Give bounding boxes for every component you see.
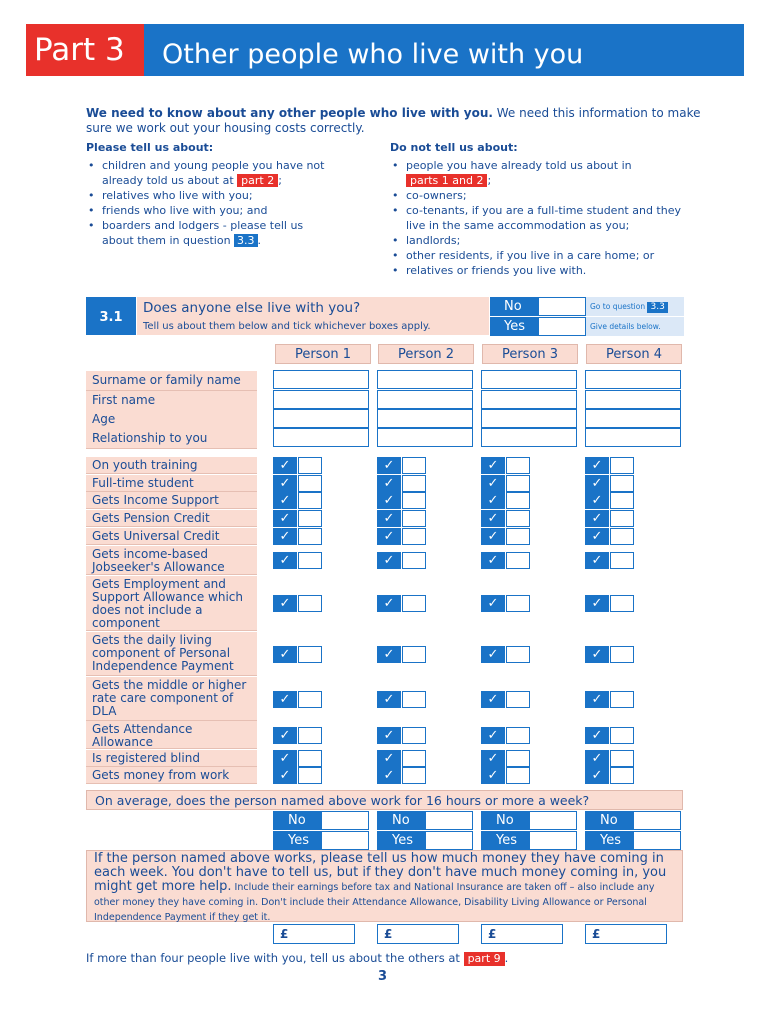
person-1-tick: ✓ <box>273 595 297 612</box>
person-4-checkbox[interactable] <box>610 727 634 744</box>
benefit-label: Gets Attendance Allowance <box>86 721 257 749</box>
person-4-tick: ✓ <box>585 552 609 569</box>
person-1-tick: ✓ <box>273 646 297 663</box>
person-1-tick: ✓ <box>273 457 297 474</box>
person-4-tick: ✓ <box>585 492 609 509</box>
person-2-tick: ✓ <box>377 727 401 744</box>
person-1-header: Person 1 <box>275 344 371 364</box>
person-4-hours-yes-checkbox[interactable] <box>633 831 681 850</box>
person-3-tick: ✓ <box>481 510 505 527</box>
person-3-header: Person 3 <box>482 344 578 364</box>
person-3-tick: ✓ <box>481 528 505 545</box>
person-3-tick: ✓ <box>481 767 505 784</box>
person-2-checkbox[interactable] <box>402 457 426 474</box>
list-item: • children and young people you have not already told us about at part 2 ; <box>86 158 326 188</box>
person-1-checkbox[interactable] <box>298 646 322 663</box>
person-4-checkbox[interactable] <box>610 528 634 545</box>
yes-checkbox[interactable] <box>538 317 586 336</box>
person-1-checkbox[interactable] <box>298 727 322 744</box>
person-4-hours-no-checkbox[interactable] <box>633 811 681 830</box>
person-1-detail-input[interactable] <box>273 390 369 409</box>
person-3-checkbox[interactable] <box>506 492 530 509</box>
person-2-tick: ✓ <box>377 595 401 612</box>
page-title: Other people who live with you <box>162 39 584 70</box>
person-2-checkbox[interactable] <box>402 767 426 784</box>
person-2-header: Person 2 <box>378 344 474 364</box>
person-3-checkbox[interactable] <box>506 767 530 784</box>
give-details-note: Give details below. <box>586 317 684 336</box>
person-2-detail-input[interactable] <box>377 428 473 447</box>
person-3-checkbox[interactable] <box>506 475 530 492</box>
list-item: • people you have already told us about in parts 1 and 2 ; <box>390 158 690 188</box>
person-1-tick: ✓ <box>273 691 297 708</box>
person-1-checkbox[interactable] <box>298 750 322 767</box>
person-4-checkbox[interactable] <box>610 646 634 663</box>
person-1-checkbox[interactable] <box>298 475 322 492</box>
person-3-tick: ✓ <box>481 691 505 708</box>
person-2-detail-input[interactable] <box>377 409 473 428</box>
person-3-detail-input[interactable] <box>481 390 577 409</box>
list-item: • boarders and lodgers - please tell us about them in question 3.3 . <box>86 218 326 248</box>
benefit-label: Gets income-based Jobseeker's Allowance <box>86 546 257 575</box>
person-1-tick: ✓ <box>273 475 297 492</box>
person-3-checkbox[interactable] <box>506 646 530 663</box>
person-4-checkbox[interactable] <box>610 691 634 708</box>
person-2-tick: ✓ <box>377 646 401 663</box>
person-3-checkbox[interactable] <box>506 552 530 569</box>
person-1-checkbox[interactable] <box>298 528 322 545</box>
footer-note: If more than four people live with you, tell us about the others at part 9 . <box>86 951 509 965</box>
intro-bold: We need to know about any other people who live with you. <box>86 106 493 120</box>
person-4-header: Person 4 <box>586 344 682 364</box>
list-item: • landlords; <box>390 233 690 248</box>
person-3-hours-yes-checkbox[interactable] <box>529 831 577 850</box>
person-3-hours-no-checkbox[interactable] <box>529 811 577 830</box>
person-4-checkbox[interactable] <box>610 767 634 784</box>
list-item: • relatives who live with you; <box>86 188 326 203</box>
person-4-checkbox[interactable] <box>610 510 634 527</box>
no-checkbox[interactable] <box>538 297 586 316</box>
person-2-checkbox[interactable] <box>402 727 426 744</box>
person-4-detail-input[interactable] <box>585 428 681 447</box>
person-3-checkbox[interactable] <box>506 510 530 527</box>
benefit-label: On youth training <box>86 457 257 474</box>
person-1-hours-no-checkbox[interactable] <box>321 811 369 830</box>
person-2-hours-no-checkbox[interactable] <box>425 811 473 830</box>
question-3-3-reference: 3.3 <box>647 302 667 313</box>
person-2-checkbox[interactable] <box>402 750 426 767</box>
money-input-person-4[interactable]: £ <box>585 924 667 944</box>
yes-label: Yes <box>490 317 538 336</box>
person-4-checkbox[interactable] <box>610 552 634 569</box>
do-not-tell-list <box>390 158 690 278</box>
person-1-checkbox[interactable] <box>298 552 322 569</box>
details-label: Age <box>86 410 257 430</box>
benefit-label: Is registered blind <box>86 750 257 767</box>
person-4-tick: ✓ <box>585 457 609 474</box>
money-main-text: If the person named above works, please tell us how much money they have coming in each week. You don't have to tell us, but if they don't have much money coming in, you might get more help. <box>94 851 667 894</box>
person-2-checkbox[interactable] <box>402 646 426 663</box>
person-2-tick: ✓ <box>377 492 401 509</box>
money-input-person-3[interactable]: £ <box>481 924 563 944</box>
question-number: 3.1 <box>86 297 136 335</box>
list-item: • co-owners; <box>390 188 690 203</box>
person-1-tick: ✓ <box>273 727 297 744</box>
person-4-checkbox[interactable] <box>610 492 634 509</box>
person-3-detail-input[interactable] <box>481 409 577 428</box>
person-2-tick: ✓ <box>377 767 401 784</box>
person-1-detail-input[interactable] <box>273 409 369 428</box>
person-2-checkbox[interactable] <box>402 691 426 708</box>
intro-rest: We need this information to make sure we work out your housing costs correctly. <box>86 106 701 135</box>
person-1-tick: ✓ <box>273 510 297 527</box>
person-3-checkbox[interactable] <box>506 595 530 612</box>
person-1-checkbox[interactable] <box>298 595 322 612</box>
person-2-checkbox[interactable] <box>402 475 426 492</box>
details-label: First name <box>86 391 257 411</box>
person-4-tick: ✓ <box>585 750 609 767</box>
tell-us-list <box>86 158 326 248</box>
question-subtitle: Tell us about them below and tick whichever boxes apply. <box>143 321 431 332</box>
person-4-tick: ✓ <box>585 510 609 527</box>
person-1-tick: ✓ <box>273 492 297 509</box>
person-2-hours-no-label: No <box>377 811 425 830</box>
person-4-tick: ✓ <box>585 767 609 784</box>
person-4-tick: ✓ <box>585 528 609 545</box>
person-2-tick: ✓ <box>377 750 401 767</box>
list-item: • other residents, if you live in a care home; or <box>390 248 690 263</box>
person-3-checkbox[interactable] <box>506 750 530 767</box>
person-4-hours-no-label: No <box>585 811 633 830</box>
person-4-detail-input[interactable] <box>585 390 681 409</box>
benefit-label: Gets Employment and Support Allowance which does not include a component <box>86 576 257 631</box>
person-4-tick: ✓ <box>585 475 609 492</box>
details-label: Surname or family name <box>86 371 257 391</box>
parts-1-2-reference: parts 1 and 2 <box>406 174 487 187</box>
person-1-tick: ✓ <box>273 750 297 767</box>
benefit-label: Full-time student <box>86 475 257 492</box>
person-3-tick: ✓ <box>481 552 505 569</box>
person-2-checkbox[interactable] <box>402 492 426 509</box>
person-3-tick: ✓ <box>481 750 505 767</box>
person-4-hours-yes-label: Yes <box>585 831 633 850</box>
benefit-label: Gets Income Support <box>86 492 257 509</box>
person-2-checkbox[interactable] <box>402 528 426 545</box>
tell-us-section <box>86 141 326 248</box>
person-3-hours-yes-label: Yes <box>481 831 529 850</box>
person-3-tick: ✓ <box>481 727 505 744</box>
person-2-tick: ✓ <box>377 528 401 545</box>
person-3-detail-input[interactable] <box>481 428 577 447</box>
person-4-checkbox[interactable] <box>610 475 634 492</box>
part-number: Part 3 <box>26 24 144 76</box>
person-1-hours-yes-label: Yes <box>273 831 321 850</box>
person-2-checkbox[interactable] <box>402 595 426 612</box>
question-title: Does anyone else live with you? <box>143 300 361 316</box>
person-1-tick: ✓ <box>273 767 297 784</box>
person-1-hours-no-label: No <box>273 811 321 830</box>
person-3-hours-no-label: No <box>481 811 529 830</box>
person-3-tick: ✓ <box>481 492 505 509</box>
do-not-tell-section <box>390 141 690 278</box>
person-2-hours-yes-checkbox[interactable] <box>425 831 473 850</box>
money-input-person-2[interactable]: £ <box>377 924 459 944</box>
person-1-checkbox[interactable] <box>298 767 322 784</box>
person-1-hours-yes-checkbox[interactable] <box>321 831 369 850</box>
person-2-checkbox[interactable] <box>402 552 426 569</box>
go-to-note: Go to question 3.3 <box>586 297 684 316</box>
person-2-tick: ✓ <box>377 552 401 569</box>
person-3-tick: ✓ <box>481 646 505 663</box>
benefit-label: Gets the daily living component of Personal Independence Payment <box>86 632 257 676</box>
part-2-reference: part 2 <box>237 174 278 187</box>
person-3-tick: ✓ <box>481 595 505 612</box>
person-4-tick: ✓ <box>585 646 609 663</box>
person-3-checkbox[interactable] <box>506 457 530 474</box>
page-number: 3 <box>378 969 388 984</box>
person-4-detail-input[interactable] <box>585 409 681 428</box>
person-1-detail-input[interactable] <box>273 428 369 447</box>
person-1-tick: ✓ <box>273 552 297 569</box>
person-2-detail-input[interactable] <box>377 390 473 409</box>
person-3-checkbox[interactable] <box>506 528 530 545</box>
person-1-tick: ✓ <box>273 528 297 545</box>
tell-us-title: Please tell us about: <box>86 141 214 154</box>
person-2-hours-yes-label: Yes <box>377 831 425 850</box>
question-3-3-reference: 3.3 <box>234 234 258 247</box>
person-4-tick: ✓ <box>585 727 609 744</box>
person-1-checkbox[interactable] <box>298 457 322 474</box>
person-2-checkbox[interactable] <box>402 510 426 527</box>
person-1-checkbox[interactable] <box>298 510 322 527</box>
person-3-detail-input[interactable] <box>481 370 577 389</box>
do-not-tell-title: Do not tell us about: <box>390 141 518 154</box>
list-item: • co-tenants, if you are a full-time student and they live in the same accommodation as you; <box>390 203 690 233</box>
list-item: • relatives or friends you live with. <box>390 263 690 278</box>
money-detail-text: Include their earnings before tax and National Insurance are taken off – also include any other money they have coming in. Don't include their Attendance Allowance, Disability Living Allowance or Personal Independence Payment if they get it. <box>94 882 655 923</box>
person-3-tick: ✓ <box>481 457 505 474</box>
money-instructions <box>94 852 679 925</box>
person-4-tick: ✓ <box>585 595 609 612</box>
person-3-checkbox[interactable] <box>506 727 530 744</box>
person-1-checkbox[interactable] <box>298 691 322 708</box>
person-4-detail-input[interactable] <box>585 370 681 389</box>
benefit-label: Gets Pension Credit <box>86 510 257 527</box>
benefit-label: Gets money from work <box>86 767 257 784</box>
person-3-checkbox[interactable] <box>506 691 530 708</box>
person-1-detail-input[interactable] <box>273 370 369 389</box>
details-label: Relationship to you <box>86 429 257 449</box>
intro-text <box>86 106 706 136</box>
person-4-tick: ✓ <box>585 691 609 708</box>
no-label: No <box>490 297 538 316</box>
person-1-checkbox[interactable] <box>298 492 322 509</box>
person-2-tick: ✓ <box>377 691 401 708</box>
benefit-label: Gets Universal Credit <box>86 528 257 545</box>
person-3-tick: ✓ <box>481 475 505 492</box>
person-4-checkbox[interactable] <box>610 750 634 767</box>
list-item: • friends who live with you; and <box>86 203 326 218</box>
part-9-reference: part 9 <box>464 952 505 966</box>
person-2-detail-input[interactable] <box>377 370 473 389</box>
person-2-tick: ✓ <box>377 457 401 474</box>
money-input-person-1[interactable]: £ <box>273 924 355 944</box>
hours-question: On average, does the person named above work for 16 hours or more a week? <box>95 793 590 808</box>
person-4-checkbox[interactable] <box>610 595 634 612</box>
person-2-tick: ✓ <box>377 510 401 527</box>
person-2-tick: ✓ <box>377 475 401 492</box>
benefit-label: Gets the middle or higher rate care component of DLA <box>86 677 257 721</box>
person-4-checkbox[interactable] <box>610 457 634 474</box>
